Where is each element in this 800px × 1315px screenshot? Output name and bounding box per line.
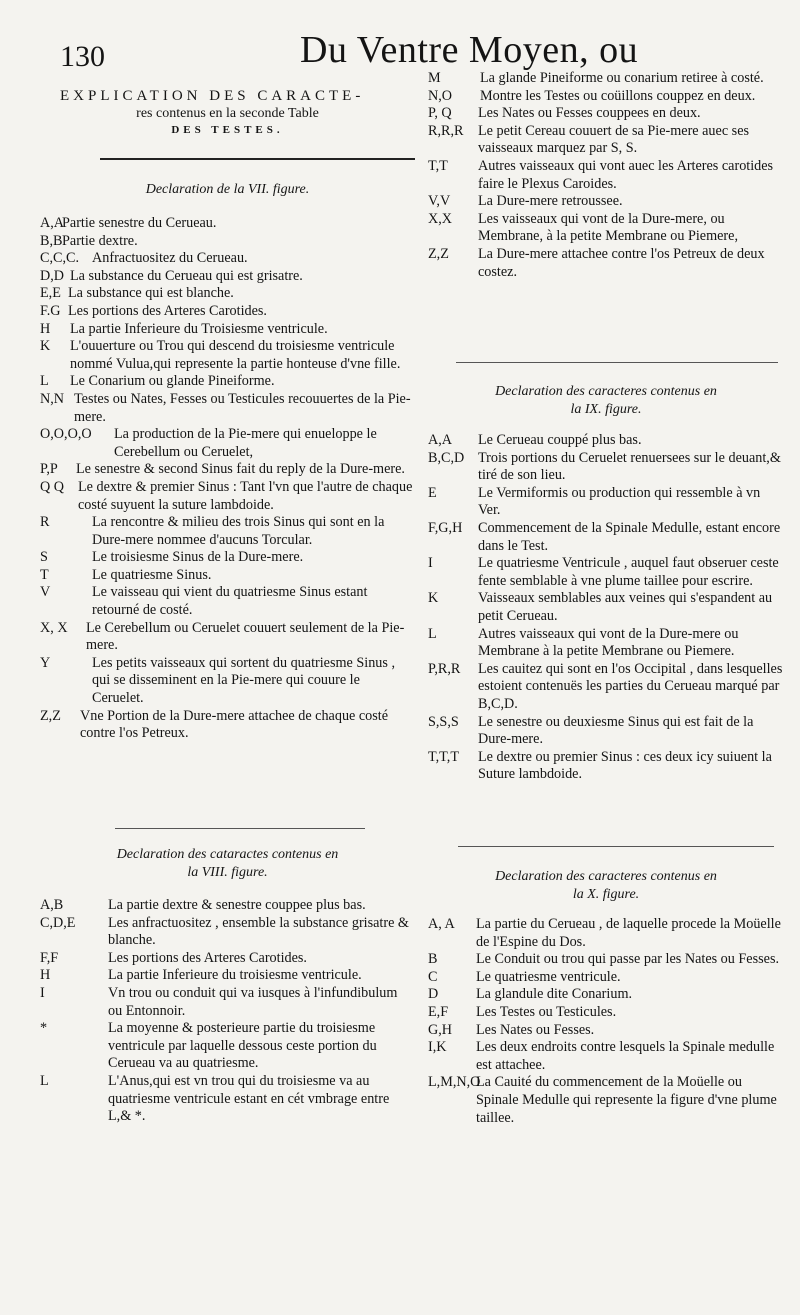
legend-entry xyxy=(428,916,784,951)
legend-entry xyxy=(40,233,415,251)
entry-text: Les cauitez qui sont en l'os Occipital , dans lesquelles estoient contenuës les parties du Cerueau marqué par B,C,D. xyxy=(478,660,783,712)
legend-entry xyxy=(428,626,784,661)
legend-entry xyxy=(40,950,415,968)
legend-list-x xyxy=(428,916,784,1127)
entry-text: La partie dextre & senestre couppee plus bas. xyxy=(108,897,366,913)
entry-key: H xyxy=(40,967,51,984)
legend-entry xyxy=(40,549,415,567)
entry-text: Vn trou ou conduit qui va iusques à l'infundibulum ou Entonnoir. xyxy=(108,984,398,1019)
entry-key: D xyxy=(428,986,439,1003)
legend-entry xyxy=(428,211,784,246)
entry-text: Les portions des Arteres Carotides. xyxy=(108,949,307,966)
legend-entry xyxy=(40,514,415,549)
entry-key: B,C,D xyxy=(428,449,465,466)
figure-caption-x-line1: Declaration des caracteres contenus en xyxy=(495,869,717,884)
entry-text: La glande Pineiforme ou conarium retiree à costé. xyxy=(480,70,764,86)
entry-text: Montre les Testes ou coüillons couppez en deux. xyxy=(480,87,756,104)
entry-key: L xyxy=(40,373,49,390)
entry-key: R xyxy=(40,514,50,531)
figure-caption-ix-line1: Declaration des caracteres contenus en xyxy=(495,384,717,399)
entry-key: A, A xyxy=(428,916,455,932)
legend-entry xyxy=(428,246,784,281)
entry-key: I,K xyxy=(428,1039,447,1056)
entry-key: P,R,R xyxy=(428,660,461,677)
entry-text: La Cauité du commencement de la Moüelle ou Spinale Medulle qui represente la figure d'vne plume taillee. xyxy=(476,1074,777,1126)
entry-key: E,E xyxy=(40,285,61,302)
legend-entry xyxy=(40,215,415,233)
entry-text: Les Nates ou Fesses. xyxy=(476,1021,595,1038)
entry-key: T,T xyxy=(428,157,448,174)
entry-text: Le dextre & premier Sinus : Tant l'vn que l'autre de chaque costé suyuent la suture lambdoide. xyxy=(78,478,413,513)
entry-key: L xyxy=(40,1072,49,1089)
legend-entry xyxy=(40,655,415,708)
legend-entry xyxy=(40,1020,415,1073)
entry-text: La glandule dite Conarium. xyxy=(476,986,633,1003)
figure-caption-viii-line2: la VIII. figure. xyxy=(187,865,268,880)
entry-text: Le Conarium ou glande Pineiforme. xyxy=(70,373,275,390)
entry-key: M xyxy=(428,70,441,86)
legend-entry xyxy=(428,714,784,749)
legend-entry xyxy=(40,915,415,950)
entry-key: B,B xyxy=(40,232,63,249)
entry-text: Les Testes ou Testicules. xyxy=(476,1003,617,1020)
legend-list-vii xyxy=(40,215,415,743)
entry-key: P,P xyxy=(40,461,58,478)
legend-entry xyxy=(40,391,415,426)
legend-entry xyxy=(428,555,784,590)
legend-entry xyxy=(428,432,784,450)
legend-entry xyxy=(40,985,415,1020)
section-title: EXPLICATION DES CARACTE- xyxy=(60,88,365,104)
entry-key: C,C,C. xyxy=(40,250,80,267)
entry-text: Le quatriesme Ventricule , auquel faut obseruer ceste fente semblable à vne plume taillee pour escrire. xyxy=(478,555,779,589)
entry-key: G,H xyxy=(428,1021,453,1038)
entry-key: C,D,E xyxy=(40,914,76,931)
page-number: 130 xyxy=(60,40,105,73)
legend-entry xyxy=(40,321,415,339)
legend-entry xyxy=(40,584,415,619)
legend-entry xyxy=(428,450,784,485)
legend-entry xyxy=(40,708,415,743)
entry-text: La production de la Pie-mere qui enueloppe le Cerebellum ou Ceruelet, xyxy=(114,426,377,460)
legend-entry xyxy=(40,268,415,286)
entry-text: La partie du Cerueau , de laquelle procede la Moüelle de l'Espine du Dos. xyxy=(476,916,781,950)
entry-text: Partie dextre. xyxy=(62,232,138,249)
entry-key: P, Q xyxy=(428,105,452,122)
entry-key: Z,Z xyxy=(428,245,449,262)
entry-key: X,X xyxy=(428,210,453,227)
entry-text: L'Anus,qui est vn trou qui du troisiesme va au quatriesme ventricule estant en cét vmbrage entre L,& *. xyxy=(108,1072,390,1125)
legend-entry xyxy=(40,479,415,514)
entry-key: A,A xyxy=(40,215,65,231)
entry-text: Le vaisseau qui vient du quatriesme Sinus estant retourné de costé. xyxy=(92,584,368,619)
legend-entry xyxy=(428,88,784,106)
entry-key: S xyxy=(40,549,48,566)
entry-key: A,A xyxy=(428,432,453,448)
legend-entry xyxy=(428,969,784,987)
entry-text: La Dure-mere attachee contre l'os Petreux de deux costez. xyxy=(478,245,765,280)
entry-text: Le Vermiformis ou production qui ressemble à vn Ver. xyxy=(478,484,761,519)
legend-entry xyxy=(428,520,784,555)
entry-text: Les Nates ou Fesses couppees en deux. xyxy=(478,105,701,122)
legend-entry xyxy=(40,967,415,985)
entry-key: A,B xyxy=(40,897,64,913)
entry-key: B xyxy=(428,951,438,968)
legend-entry xyxy=(428,661,784,714)
legend-entry xyxy=(40,285,415,303)
legend-list-vii-continued xyxy=(428,70,784,281)
legend-entry xyxy=(40,250,415,268)
entry-key: N,N xyxy=(40,390,65,407)
entry-text: Le Conduit ou trou qui passe par les Nates ou Fesses. xyxy=(476,951,780,968)
entry-text: Vaisseaux semblables aux veines qui s'espandent au petit Cerueau. xyxy=(478,590,773,624)
entry-key: V xyxy=(40,584,51,601)
legend-entry xyxy=(428,1074,784,1127)
entry-text: Les anfractuositez , ensemble la substance grisatre & blanche. xyxy=(108,914,409,949)
entry-text: Les portions des Arteres Carotides. xyxy=(68,302,267,319)
entry-key: S,S,S xyxy=(428,713,459,730)
entry-text: La moyenne & posterieure partie du troisiesme ventricule par laquelle dessous ceste portion du Cerueau va au quatriesme. xyxy=(108,1020,377,1072)
entry-text: Le Cerueau couppé plus bas. xyxy=(478,432,642,448)
legend-entry xyxy=(428,193,784,211)
legend-entry xyxy=(40,1073,415,1126)
entry-key: D,D xyxy=(40,267,65,284)
entry-text: Autres vaisseaux qui vont auec les Arteres carotides faire le Plexus Caroides. xyxy=(478,157,774,192)
entry-key: T,T,T xyxy=(428,748,459,765)
entry-text: La substance du Cerueau qui est grisatre. xyxy=(70,267,303,284)
legend-entry xyxy=(40,426,415,461)
legend-list-ix xyxy=(428,432,784,784)
entry-key: E,F xyxy=(428,1003,449,1020)
legend-entry xyxy=(428,749,784,784)
legend-entry xyxy=(40,338,415,373)
legend-entry xyxy=(428,70,784,88)
entry-text: La partie Inferieure du Troisiesme ventricule. xyxy=(70,320,328,337)
entry-key: N,O xyxy=(428,87,453,104)
figure-caption-ix-line2: la IX. figure. xyxy=(570,402,642,417)
entry-key: * xyxy=(40,1020,48,1037)
entry-key: T xyxy=(40,566,49,583)
legend-entry xyxy=(428,986,784,1004)
entry-text: Le quatriesme ventricule. xyxy=(476,968,621,985)
figure-caption-viii-line1: Declaration des cataractes contenus en xyxy=(116,847,339,862)
entry-key: R,R,R xyxy=(428,122,464,139)
entry-text: Le petit Cereau couuert de sa Pie-mere auec ses vaisseaux marquez par S, S. xyxy=(478,122,750,157)
running-title: Du Ventre Moyen, ou xyxy=(300,29,639,71)
entry-text: L'ouuerture ou Trou qui descend du troisiesme ventricule nommé Vulua,qui represente la partie honteuse d'vne fille. xyxy=(70,338,401,372)
legend-entry xyxy=(428,1039,784,1074)
legend-entry xyxy=(428,105,784,123)
entry-key: F,G,H xyxy=(428,519,463,536)
entry-text: La rencontre & milieu des trois Sinus qui sont en la Dure-mere nommee d'aucuns Torcular. xyxy=(92,514,385,548)
legend-entry xyxy=(428,1022,784,1040)
entry-text: Le troisiesme Sinus de la Dure-mere. xyxy=(92,549,304,566)
entry-key: F.G xyxy=(40,302,61,319)
legend-list-viii xyxy=(40,897,415,1126)
entry-key: F,F xyxy=(40,949,59,966)
legend-entry xyxy=(428,123,784,158)
legend-entry xyxy=(40,567,415,585)
entry-text: Le senestre & second Sinus fait du reply de la Dure-mere. xyxy=(76,461,405,478)
entry-key: Y xyxy=(40,654,51,671)
entry-key: H xyxy=(40,320,51,337)
entry-text: Trois portions du Ceruelet renuersees sur le deuant,& tiré de son lieu. xyxy=(478,449,781,484)
legend-entry xyxy=(40,620,415,655)
section-subtitle-caps: DES TESTES. xyxy=(171,124,284,136)
entry-text: Le senestre ou deuxiesme Sinus qui est fait de la Dure-mere. xyxy=(478,713,754,748)
entry-text: Les deux endroits contre lesquels la Spinale medulle est attachee. xyxy=(476,1039,775,1073)
entry-key: V,V xyxy=(428,193,451,210)
entry-text: Partie senestre du Cerueau. xyxy=(62,215,217,231)
entry-key: X, X xyxy=(40,619,68,636)
section-rule xyxy=(100,158,415,160)
entry-key: Q Q xyxy=(40,478,65,495)
entry-key: C xyxy=(428,968,438,985)
entry-key: I xyxy=(40,984,45,1001)
legend-entry xyxy=(40,303,415,321)
entry-text: Vne Portion de la Dure-mere attachee de chaque costé contre l'os Petreux. xyxy=(80,707,389,742)
entry-key: L,M,N,O xyxy=(428,1074,481,1091)
entry-key: L xyxy=(428,625,437,642)
entry-text: Les vaisseaux qui vont de la Dure-mere, ou Membrane, à la petite Membrane ou Piemere, xyxy=(478,210,739,245)
entry-text: Commencement de la Spinale Medulle, estant encore dans le Test. xyxy=(478,519,781,554)
entry-key: O,O,O,O xyxy=(40,426,92,443)
entry-text: Anfractuositez du Cerueau. xyxy=(92,250,248,267)
caption-divider xyxy=(458,846,774,847)
legend-entry xyxy=(428,1004,784,1022)
entry-text: Le dextre ou premier Sinus : ces deux icy suiuent la Suture lambdoide. xyxy=(478,748,772,783)
legend-entry xyxy=(40,373,415,391)
entry-text: La Dure-mere retroussee. xyxy=(478,193,623,210)
figure-caption-x-line2: la X. figure. xyxy=(572,887,640,902)
entry-key: K xyxy=(40,338,51,355)
entry-text: Les petits vaisseaux qui sortent du quatriesme Sinus , qui se disseminent en la Pie-mere qui couure le Ceruelet. xyxy=(92,654,396,707)
section-subtitle: res contenus en la seconde Table xyxy=(136,106,319,121)
caption-divider xyxy=(456,362,778,363)
legend-entry xyxy=(428,590,784,625)
legend-entry xyxy=(40,897,415,915)
figure-caption-vii: Declaration de la VII. figure. xyxy=(145,182,310,197)
entry-text: La partie Inferieure du troisiesme ventricule. xyxy=(108,967,362,984)
entry-text: Autres vaisseaux qui vont de la Dure-mere ou Membrane à la petite Membrane ou Piemere. xyxy=(478,625,739,660)
caption-divider xyxy=(115,828,365,829)
entry-key: E xyxy=(428,484,437,501)
entry-key: I xyxy=(428,555,433,572)
entry-text: Le quatriesme Sinus. xyxy=(92,566,212,583)
legend-entry xyxy=(40,461,415,479)
legend-entry xyxy=(428,485,784,520)
entry-text: Le Cerebellum ou Ceruelet couuert seulement de la Pie-mere. xyxy=(86,619,405,654)
entry-key: K xyxy=(428,590,439,607)
legend-entry xyxy=(428,158,784,193)
legend-entry xyxy=(428,951,784,969)
entry-key: Z,Z xyxy=(40,707,61,724)
entry-text: Testes ou Nates, Fesses ou Testicules recouuertes de la Pie-mere. xyxy=(74,390,411,425)
entry-text: La substance qui est blanche. xyxy=(68,285,234,302)
